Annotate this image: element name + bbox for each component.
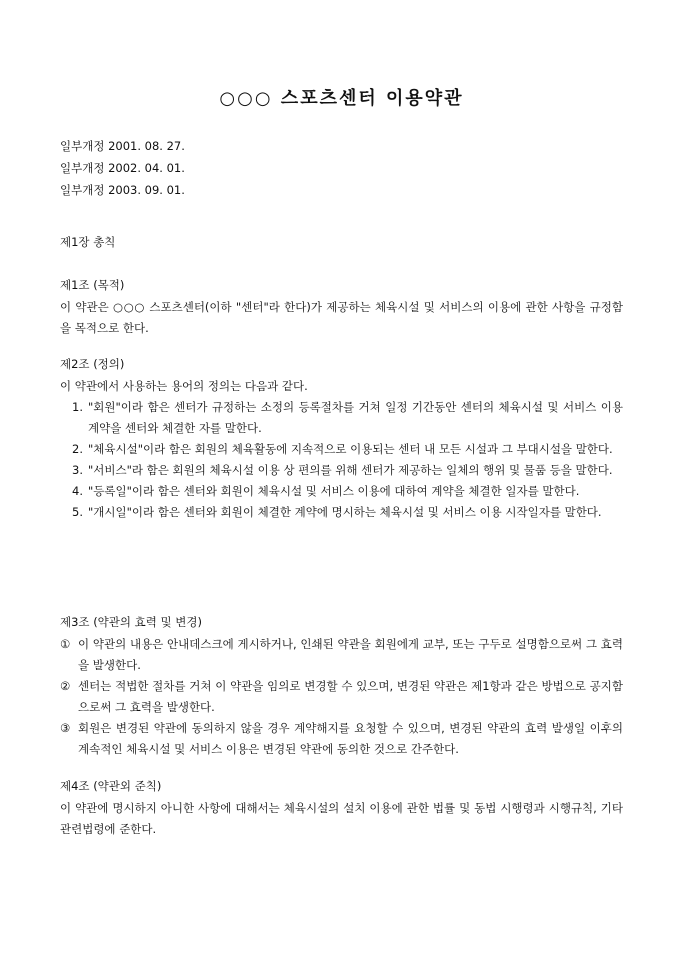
- article-4: [60, 776, 623, 840]
- clause-text: 센터는 적법한 절차를 거쳐 이 약관을 임의로 변경할 수 있으며, 변경된 약관은 제1항과 같은 방법으로 공지함으로써 그 효력을 발생한다.: [78, 679, 623, 714]
- revision-line: 일부개정 2003. 09. 01.: [60, 183, 185, 197]
- article-3: [60, 612, 623, 760]
- clause-item: [60, 634, 623, 676]
- clause-number: ③: [60, 721, 71, 735]
- definition-item: [60, 481, 623, 502]
- article-body: 이 약관은 ○○○ 스포츠센터(이하 "센터"라 한다)가 제공하는 체육시설 및 서비스의 이용에 관한 사항을 규정함을 목적으로 한다.: [60, 300, 623, 335]
- item-number: 4.: [72, 484, 83, 498]
- item-text: "등록일"이라 함은 센터와 회원이 체육시설 및 서비스 이용에 대하여 계약을 체결한 일자를 말한다.: [88, 484, 580, 498]
- document-title: ○○○ 스포츠센터 이용약관: [219, 88, 464, 109]
- clause-text: 회원은 변경된 약관에 동의하지 않을 경우 계약해지를 요청할 수 있으며, 변경된 약관의 효력 발생일 이후의 계속적인 체육시설 및 서비스 이용은 변경된 약관에 동의한 것으로 간주한다.: [78, 721, 623, 756]
- item-number: 3.: [72, 463, 83, 477]
- definition-item: [60, 460, 623, 481]
- item-number: 2.: [72, 442, 83, 456]
- article-body: 이 약관에 명시하지 아니한 사항에 대해서는 체육시설의 설치 이용에 관한 법률 및 동법 시행령과 시행규칙, 기타 관련법령에 준한다.: [60, 801, 623, 836]
- item-text: "개시일"이라 함은 센터와 회원이 체결한 계약에 명시하는 체육시설 및 서비스 이용 시작일자를 말한다.: [88, 505, 602, 519]
- article-1: [60, 275, 623, 339]
- article-title: 제3조 (약관의 효력 및 변경): [60, 615, 203, 629]
- revision-line: 일부개정 2001. 08. 27.: [60, 139, 185, 153]
- clause-number: ①: [60, 637, 71, 651]
- article-title: 제2조 (정의): [60, 357, 125, 371]
- chapter-heading: 제1장 총칙: [60, 235, 116, 249]
- item-number: 5.: [72, 505, 83, 519]
- definition-item: [60, 397, 623, 439]
- item-text: "서비스"라 함은 회원의 체육시설 이용 상 편의를 위해 센터가 제공하는 일체의 행위 및 물품 등을 말한다.: [88, 463, 613, 477]
- item-text: "체육시설"이라 함은 회원의 체육활동에 지속적으로 이용되는 센터 내 모든 시설과 그 부대시설을 말한다.: [88, 442, 613, 456]
- item-text: "회원"이라 함은 센터가 규정하는 소정의 등록절차를 거쳐 일정 기간동안 센터의 체육시설 및 서비스 이용계약을 센터와 체결한 자를 말한다.: [88, 400, 623, 435]
- definition-list: [60, 397, 623, 523]
- article-intro: 이 약관에서 사용하는 용어의 정의는 다음과 같다.: [60, 379, 308, 393]
- clause-list: [60, 634, 623, 760]
- clause-item: [60, 718, 623, 760]
- clause-text: 이 약관의 내용은 안내데스크에 게시하거나, 인쇄된 약관을 회원에게 교부, 또는 구두로 설명함으로써 그 효력을 발생한다.: [78, 637, 623, 672]
- revision-line: 일부개정 2002. 04. 01.: [60, 161, 185, 175]
- article-title: 제1조 (목적): [60, 278, 125, 292]
- clause-number: ②: [60, 679, 71, 693]
- item-number: 1.: [72, 400, 83, 414]
- revision-history: [60, 135, 185, 201]
- definition-item: [60, 439, 623, 460]
- article-2: [60, 354, 623, 523]
- definition-item: [60, 502, 623, 523]
- clause-item: [60, 676, 623, 718]
- article-title: 제4조 (약관외 준칙): [60, 779, 162, 793]
